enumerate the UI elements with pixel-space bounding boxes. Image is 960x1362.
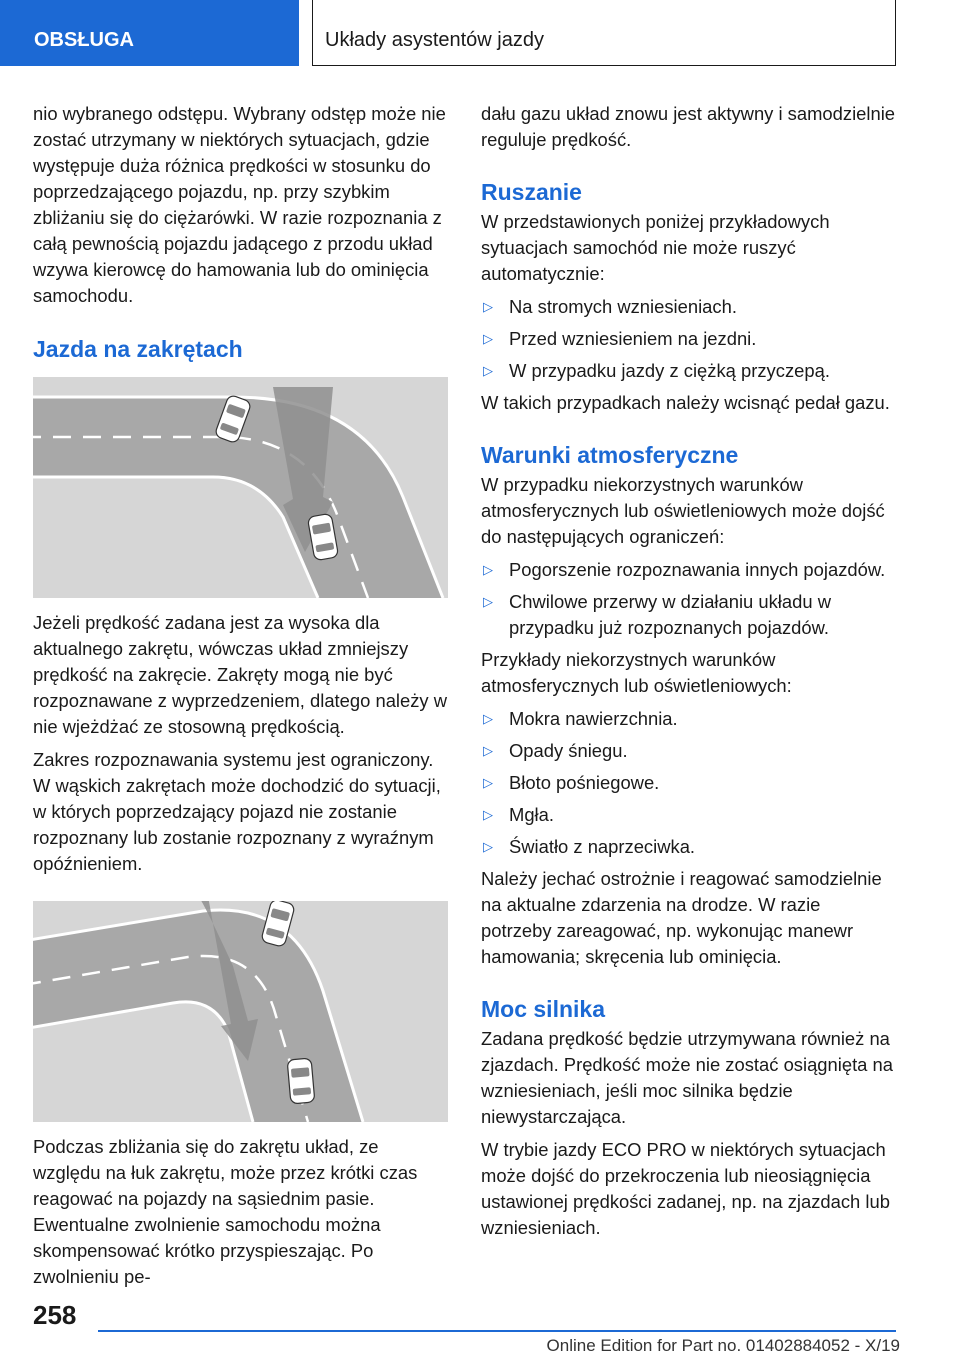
bullet-list-weather bbox=[481, 706, 896, 860]
paragraph: W przypadku niekorzystnych warunków atmosferycznych lub oświetleniowych może dojść do następujących ograniczeń: bbox=[481, 474, 885, 547]
triangle-right-outline-icon: ▷ bbox=[483, 594, 493, 609]
footer-divider bbox=[98, 1330, 896, 1332]
triangle-right-outline-icon: ▷ bbox=[483, 299, 493, 314]
heading-weather: Warunki atmosferyczne bbox=[481, 442, 739, 468]
list-item: ▷ Mgła. bbox=[481, 802, 896, 828]
paragraph: dału gazu układ znowu jest aktywny i samodzielnie reguluje prędkość. bbox=[481, 103, 896, 150]
triangle-right-outline-icon: ▷ bbox=[483, 807, 493, 822]
list-item: ▷ Pogorszenie rozpoznawania innych pojazdów. bbox=[481, 557, 896, 583]
bullet-list-start bbox=[481, 294, 896, 384]
paragraph: W takich przypadkach należy wcisnąć pedał gazu. bbox=[481, 392, 890, 413]
paragraph: W trybie jazdy ECO PRO w niektórych sytuacjach może dojść do przekroczenia lub nieosiągnięcia ustawionej prędkości zadanej, np. na zjazdach lub wzniesieniach. bbox=[481, 1139, 890, 1238]
triangle-right-outline-icon: ▷ bbox=[483, 562, 493, 577]
triangle-right-outline-icon: ▷ bbox=[483, 711, 493, 726]
list-item: ▷ Opady śniegu. bbox=[481, 738, 896, 764]
paragraph: Jeżeli prędkość zadana jest za wysoka dla aktualnego zakrętu, wówczas układ zmniejszy prędkość na zakręcie. Zakręty mogą nie być rozpoznawane z wyprzedzeniem, dlatego należy w nie wjeżdżać ze stosowną prędkością. bbox=[33, 612, 448, 737]
paragraph: Zakres rozpoznawania systemu jest ograniczony. W wąskich zakrętach może dochodzić do sytuacji, w których poprzedzający pojazd nie zostanie rozpoznany lub zostanie rozpoznany z wyraźnym opóźnieniem. bbox=[33, 749, 441, 874]
paragraph: Należy jechać ostrożnie i reagować samodzielnie na aktualne zdarzenia na drodze. W razie potrzeby zareagować, np. wykonując manewr hamowania; skręcenia lub ominięcia. bbox=[481, 868, 882, 967]
paragraph: Podczas zbliżania się do zakrętu układ, ze względu na łuk zakrętu, może przez krótki czas reagować na pojazdy na sąsiednim pasie. Ewentualne zwolnienie samochodu można skompensować krótko przyspieszając. Po zwolnieniu pe- bbox=[33, 1136, 418, 1287]
paragraph: Zadana prędkość będzie utrzymywana również na zjazdach. Prędkość może nie zostać osiągnięta na wzniesieniach, jeśli moc silnika będzie niewystarczająca. bbox=[481, 1028, 893, 1127]
chapter-title: Układy asystentów jazdy bbox=[312, 0, 896, 66]
triangle-right-outline-icon: ▷ bbox=[483, 839, 493, 854]
section-tab: OBSŁUGA bbox=[0, 0, 299, 66]
triangle-right-outline-icon: ▷ bbox=[483, 331, 493, 346]
paragraph: nio wybranego odstępu. Wybrany odstęp może nie zostać utrzymany w niektórych sytuacjach, gdzie występuje duża różnica prędkości w stosunku do poprzedzającego pojazdu, np. przy szybkim zbliżaniu się do ciężarówki. W razie rozpoznania z całą pewnością pojazdu jadącego z przodu układ wzywa kierowcę do hamowania lub do ominięcia samochodu. bbox=[33, 103, 446, 306]
heading-engine: Moc silnika bbox=[481, 996, 605, 1022]
left-column bbox=[33, 101, 448, 1297]
heading-curves: Jazda na zakrętach bbox=[33, 336, 243, 362]
list-item: ▷ Przed wzniesieniem na jezdni. bbox=[481, 326, 896, 352]
curve-illustration-2 bbox=[33, 901, 448, 1122]
list-item: ▷ Mokra nawierzchnia. bbox=[481, 706, 896, 732]
list-item: ▷ W przypadku jazdy z ciężką przyczepą. bbox=[481, 358, 896, 384]
right-column bbox=[481, 101, 896, 1248]
bullet-list-limitations bbox=[481, 557, 896, 641]
list-item: ▷ Na stromych wzniesieniach. bbox=[481, 294, 896, 320]
triangle-right-outline-icon: ▷ bbox=[483, 363, 493, 378]
page-number: 258 bbox=[33, 1300, 77, 1330]
triangle-right-outline-icon: ▷ bbox=[483, 743, 493, 758]
heading-start: Ruszanie bbox=[481, 179, 582, 205]
curve-illustration-1 bbox=[33, 377, 448, 598]
paragraph: W przedstawionych poniżej przykładowych sytuacjach samochód nie może ruszyć automatycznie: bbox=[481, 211, 830, 284]
triangle-right-outline-icon: ▷ bbox=[483, 775, 493, 790]
paragraph: Przykłady niekorzystnych warunków atmosferycznych lub oświetleniowych: bbox=[481, 649, 792, 696]
edition-note: Online Edition for Part no. 01402884052 - X/19 bbox=[546, 1336, 900, 1355]
list-item: ▷ Błoto pośniegowe. bbox=[481, 770, 896, 796]
list-item: ▷ Chwilowe przerwy w działaniu układu w przypadku już rozpoznanych pojazdów. bbox=[483, 591, 831, 638]
list-item: ▷ Światło z naprzeciwka. bbox=[481, 834, 896, 860]
